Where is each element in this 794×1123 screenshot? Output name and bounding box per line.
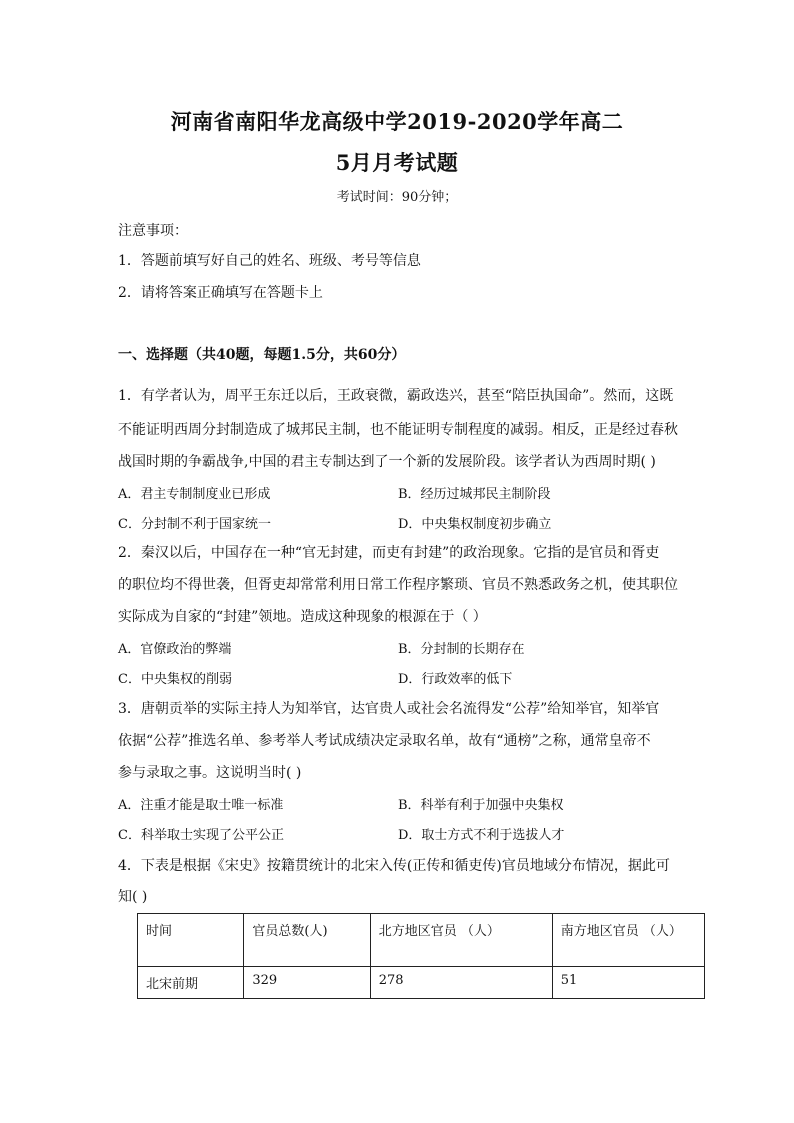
question-2-line: 实际成为自家的“封建”领地。造成这种现象的根源在于（ ） <box>118 609 487 625</box>
table-header-cell: 官员总数(人) <box>244 914 370 967</box>
question-1-option-c: C．分封制不利于国家统一 <box>118 517 271 532</box>
table-cell: 北宋前期 <box>138 967 244 999</box>
officials-table <box>137 913 705 999</box>
question-2-line: 的职位均不得世袭，但胥吏却常常利用日常工作程序繁琐、官员不熟悉政务之机，使其职位 <box>118 577 678 593</box>
question-2-option-b: B．分封制的长期存在 <box>398 642 525 657</box>
table-header-row <box>138 914 705 967</box>
question-3-line: 参与录取之事。这说明当时( ) <box>118 765 302 781</box>
question-3-option-c: C．科举取士实现了公平公正 <box>118 828 284 843</box>
exam-time: 考试时间：90分钟； <box>336 190 458 205</box>
question-1-line: 不能证明西周分封制造成了城邦民主制，也不能证明专制程度的减弱。相反，正是经过春秋 <box>118 422 678 438</box>
question-4-line: 4．下表是根据《宋史》按籍贯统计的北宋入传(正传和循吏传)官员地域分布情况，据此可 <box>118 858 670 874</box>
table-cell: 51 <box>552 967 704 999</box>
section-heading: 一、选择题（共40题，每题1.5分，共60分） <box>118 347 406 363</box>
table-header-cell: 南方地区官员 （人） <box>552 914 704 967</box>
notice-item: 1．答题前填写好自己的姓名、班级、考号等信息 <box>118 253 421 269</box>
question-3-option-d: D．取士方式不利于选拔人才 <box>398 828 565 843</box>
table-header-cell: 时间 <box>138 914 244 967</box>
question-4-line: 知( ) <box>118 889 148 905</box>
question-3-option-a: A．注重才能是取士唯一标准 <box>118 798 284 813</box>
question-2-option-c: C．中央集权的削弱 <box>118 672 232 687</box>
question-2-option-a: A．官僚政治的弊端 <box>118 642 232 657</box>
notice-item: 2．请将答案正确填写在答题卡上 <box>118 285 323 301</box>
page-title: 河南省南阳华龙高级中学2019-2020学年高二 <box>170 109 624 134</box>
question-3-line: 依据“公荐”推选名单、参考举人考试成绩决定录取名单，故有“通榜”之称，通常皇帝不 <box>118 733 651 749</box>
page-subtitle: 5月月考试题 <box>335 150 459 175</box>
table-row <box>138 967 705 999</box>
table-cell: 278 <box>370 967 552 999</box>
question-3-option-b: B．科举有利于加强中央集权 <box>398 798 564 813</box>
question-1-line: 1．有学者认为，周平王东迁以后，王政衰微，霸政迭兴，甚至“陪臣执国命”。然而，这既 <box>118 388 674 404</box>
notice-heading: 注意事项： <box>118 223 188 239</box>
question-2-option-d: D．行政效率的低下 <box>398 672 513 687</box>
question-1-line: 战国时期的争霸战争,中国的君主专制达到了一个新的发展阶段。该学者认为西周时期( ) <box>118 454 656 470</box>
question-3-line: 3．唐朝贡举的实际主持人为知举官，达官贵人或社会名流得发“公荐”给知举官，知举官 <box>118 701 660 717</box>
table-cell: 329 <box>244 967 370 999</box>
question-1-option-a: A．君主专制制度业已形成 <box>118 487 271 502</box>
table-header-cell: 北方地区官员 （人） <box>370 914 552 967</box>
question-1-option-b: B．经历过城邦民主制阶段 <box>398 487 551 502</box>
question-1-option-d: D．中央集权制度初步确立 <box>398 517 552 532</box>
question-2-line: 2．秦汉以后，中国存在一种“官无封建，而吏有封建”的政治现象。它指的是官员和胥吏 <box>118 545 660 561</box>
